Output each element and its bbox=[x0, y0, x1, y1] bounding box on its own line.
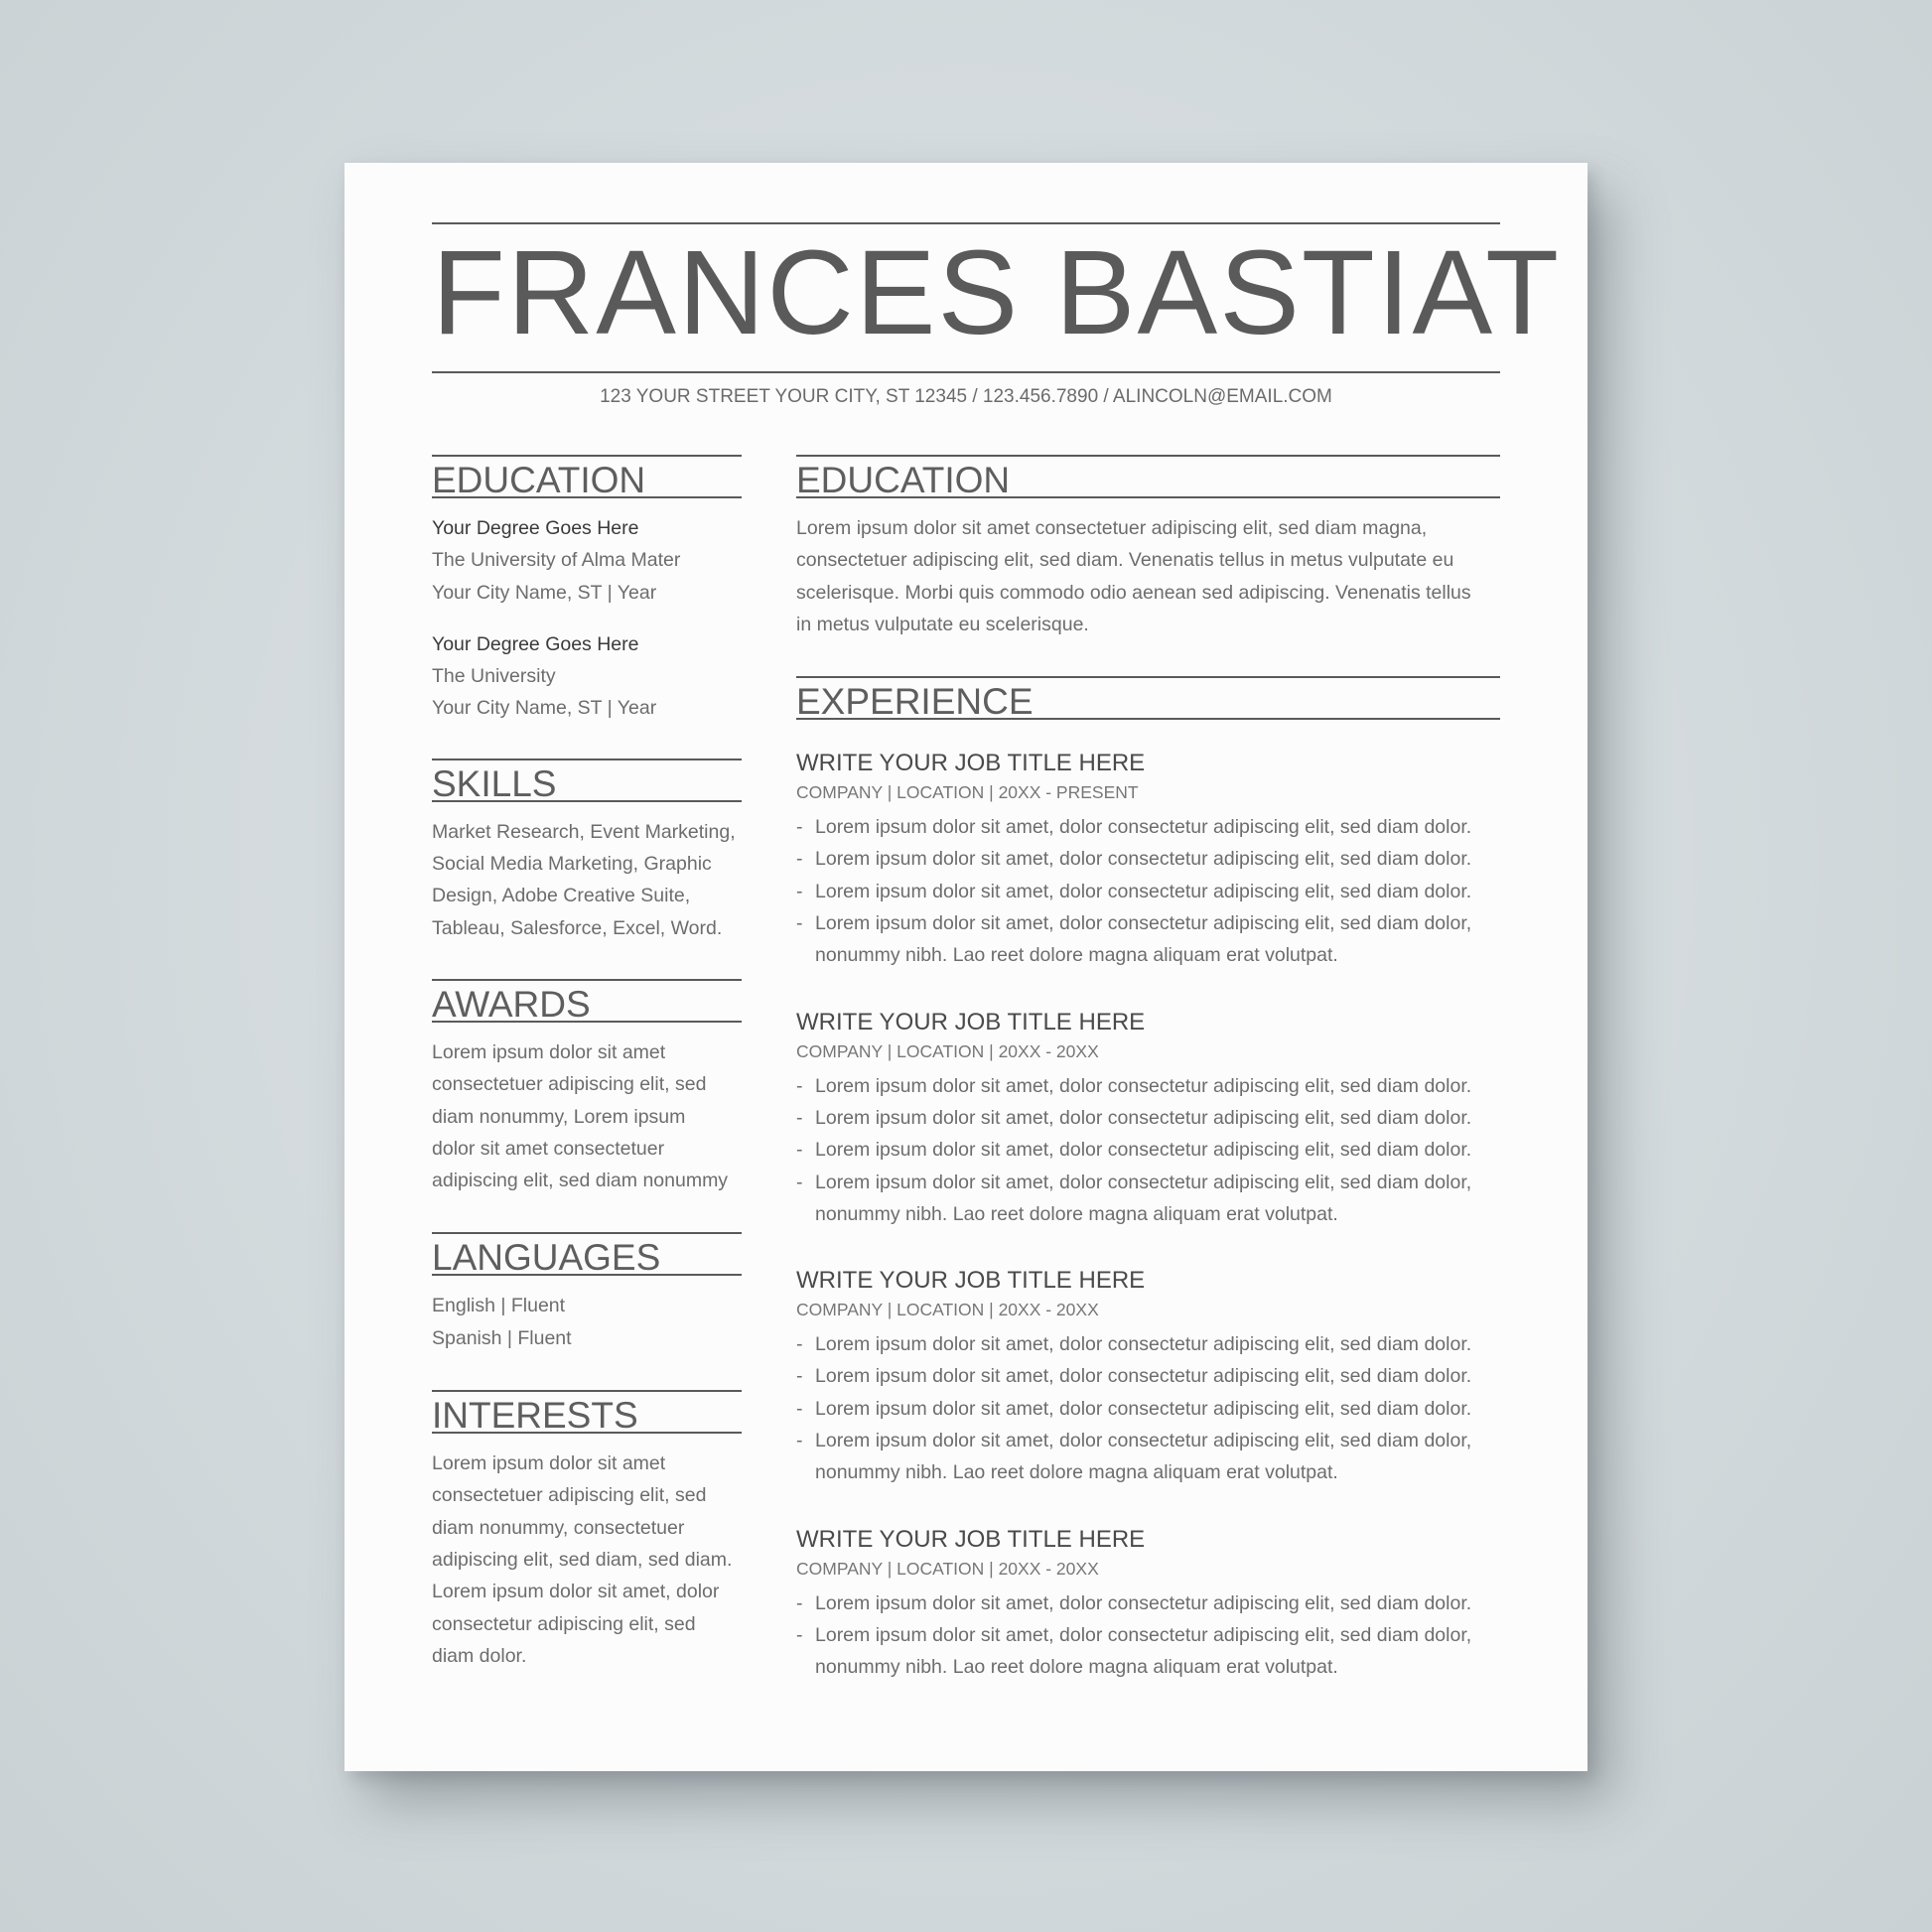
bullet-line: - Lorem ipsum dolor sit amet, dolor consectetur adipiscing elit, sed diam dolor, bbox=[815, 1171, 1472, 1193]
text-line: Lorem ipsum dolor sit amet, dolor bbox=[432, 1581, 720, 1603]
text-line: Market Research, Event Marketing, bbox=[432, 820, 736, 843]
school-place: Your City Name, ST | Year bbox=[432, 581, 657, 604]
job-entry bbox=[796, 748, 1500, 971]
bullet-line: - Lorem ipsum dolor sit amet, dolor consectetur adipiscing elit, sed diam dolor. bbox=[815, 816, 1472, 839]
bullet-line: - Lorem ipsum dolor sit amet, dolor consectetur adipiscing elit, sed diam dolor, bbox=[815, 1623, 1472, 1646]
job-bullets bbox=[796, 1328, 1500, 1488]
job-bullets bbox=[796, 1587, 1500, 1684]
languages-text bbox=[432, 1290, 742, 1354]
bullet-line: nonummy nibh. Lao reet dolore magna aliquam erat volutpat. bbox=[815, 1656, 1338, 1679]
text-line: Spanish | Fluent bbox=[432, 1326, 572, 1349]
skills-text bbox=[432, 816, 742, 944]
bullet-line: - Lorem ipsum dolor sit amet, dolor consectetur adipiscing elit, sed diam dolor. bbox=[815, 1106, 1472, 1129]
school-place: Your City Name, ST | Year bbox=[432, 697, 657, 720]
section-heading: EDUCATION bbox=[796, 455, 1500, 498]
job-entry bbox=[796, 1007, 1500, 1230]
text-line: consectetuer adipiscing elit, sed diam. Venenatis tellus in metus vulputate eu bbox=[796, 549, 1454, 572]
resume-page bbox=[345, 163, 1587, 1771]
text-line: in metus vulputate eu scelerisque. bbox=[796, 613, 1089, 635]
text-line: consectetuer adipiscing elit, sed bbox=[432, 1073, 707, 1096]
bullet-item bbox=[796, 811, 1500, 843]
awards-text bbox=[432, 1036, 742, 1196]
bullet-item bbox=[796, 1070, 1500, 1102]
text-line: dolor sit amet consectetuer bbox=[432, 1137, 665, 1160]
bullet-item bbox=[796, 843, 1500, 875]
bullet-line: - Lorem ipsum dolor sit amet, dolor consectetur adipiscing elit, sed diam dolor. bbox=[815, 1365, 1472, 1388]
job-meta: COMPANY | LOCATION | 20XX - 20XX bbox=[796, 1040, 1099, 1061]
bullet-item bbox=[796, 1328, 1500, 1360]
interests-text bbox=[432, 1448, 742, 1672]
contact-line: 123 YOUR STREET YOUR CITY, ST 12345 / 123.456.7890 / ALINCOLN@EMAIL.COM bbox=[600, 386, 1332, 407]
skills-section bbox=[432, 759, 742, 944]
bullet-item bbox=[796, 876, 1500, 907]
bullet-line: - Lorem ipsum dolor sit amet, dolor consectetur adipiscing elit, sed diam dolor. bbox=[815, 1139, 1472, 1162]
text-line: scelerisque. Morbi quis commodo odio aenean sed adipiscing. Venenatis tellus bbox=[796, 581, 1471, 604]
bullet-line: - Lorem ipsum dolor sit amet, dolor consectetur adipiscing elit, sed diam dolor. bbox=[815, 1397, 1472, 1420]
bullet-line: - Lorem ipsum dolor sit amet, dolor consectetur adipiscing elit, sed diam dolor. bbox=[815, 848, 1472, 871]
section-heading: EDUCATION bbox=[432, 455, 742, 498]
left-column bbox=[432, 455, 742, 1672]
degree: Your Degree Goes Here bbox=[432, 632, 639, 655]
text-line: Social Media Marketing, Graphic bbox=[432, 853, 712, 876]
text-line: adipiscing elit, sed diam, sed diam. bbox=[432, 1548, 733, 1571]
bullet-item bbox=[796, 1425, 1500, 1489]
bullet-line: - Lorem ipsum dolor sit amet, dolor consectetur adipiscing elit, sed diam dolor. bbox=[815, 1074, 1472, 1097]
job-title: WRITE YOUR JOB TITLE HERE bbox=[796, 750, 1146, 777]
bullet-item bbox=[796, 1619, 1500, 1684]
section-heading: INTERESTS bbox=[432, 1390, 742, 1434]
job-entry bbox=[796, 1524, 1500, 1684]
school: The University bbox=[432, 665, 556, 688]
job-entry bbox=[796, 1265, 1500, 1488]
name-bottom-rule bbox=[432, 371, 1500, 373]
text-line: Lorem ipsum dolor sit amet bbox=[432, 1040, 666, 1063]
interests-section bbox=[432, 1390, 742, 1672]
bullet-line: nonummy nibh. Lao reet dolore magna aliquam erat volutpat. bbox=[815, 944, 1338, 967]
bullet-item bbox=[796, 1360, 1500, 1392]
job-list bbox=[796, 748, 1500, 1683]
education-summary bbox=[796, 512, 1500, 640]
bullet-line: - Lorem ipsum dolor sit amet, dolor consectetur adipiscing elit, sed diam dolor. bbox=[815, 1333, 1472, 1356]
degree: Your Degree Goes Here bbox=[432, 517, 639, 539]
text-line: consectetur adipiscing elit, sed bbox=[432, 1612, 696, 1635]
job-bullets bbox=[796, 811, 1500, 971]
bullet-item bbox=[796, 1587, 1500, 1619]
job-meta: COMPANY | LOCATION | 20XX - 20XX bbox=[796, 1300, 1099, 1320]
bullet-line: nonummy nibh. Lao reet dolore magna aliquam erat volutpat. bbox=[815, 1202, 1338, 1225]
text-line: diam nonummy, Lorem ipsum bbox=[432, 1105, 686, 1128]
text-line: Lorem ipsum dolor sit amet consectetuer adipiscing elit, sed diam magna, bbox=[796, 517, 1428, 539]
job-title: WRITE YOUR JOB TITLE HERE bbox=[796, 1525, 1146, 1553]
section-heading: LANGUAGES bbox=[432, 1232, 742, 1276]
education-entries bbox=[432, 512, 742, 725]
right-column bbox=[796, 455, 1500, 1684]
bullet-line: - Lorem ipsum dolor sit amet, dolor consectetur adipiscing elit, sed diam dolor. bbox=[815, 880, 1472, 902]
job-meta: COMPANY | LOCATION | 20XX - PRESENT bbox=[796, 782, 1139, 803]
job-meta: COMPANY | LOCATION | 20XX - 20XX bbox=[796, 1558, 1099, 1579]
section-heading: EXPERIENCE bbox=[796, 676, 1500, 720]
text-line: Tableau, Salesforce, Excel, Word. bbox=[432, 916, 723, 939]
school: The University of Alma Mater bbox=[432, 549, 681, 572]
text-line: diam dolor. bbox=[432, 1644, 527, 1667]
bullet-line: nonummy nibh. Lao reet dolore magna aliquam erat volutpat. bbox=[815, 1461, 1338, 1484]
text-line: consectetuer adipiscing elit, sed bbox=[432, 1484, 707, 1507]
job-bullets bbox=[796, 1070, 1500, 1230]
section-heading: SKILLS bbox=[432, 759, 742, 802]
education-section-right bbox=[796, 455, 1500, 640]
bullet-line: - Lorem ipsum dolor sit amet, dolor consectetur adipiscing elit, sed diam dolor, bbox=[815, 912, 1472, 935]
experience-section bbox=[796, 676, 1500, 1683]
bullet-line: - Lorem ipsum dolor sit amet, dolor consectetur adipiscing elit, sed diam dolor, bbox=[815, 1430, 1472, 1452]
bullet-item bbox=[796, 1393, 1500, 1425]
bullet-item bbox=[796, 1102, 1500, 1134]
education-section-left bbox=[432, 455, 742, 725]
bullet-item bbox=[796, 907, 1500, 972]
awards-section bbox=[432, 979, 742, 1196]
bullet-item bbox=[796, 1167, 1500, 1231]
languages-section bbox=[432, 1232, 742, 1354]
bullet-item bbox=[796, 1134, 1500, 1166]
education-entry bbox=[432, 628, 742, 725]
text-line: diam nonummy, consectetuer bbox=[432, 1516, 685, 1539]
text-line: Design, Adobe Creative Suite, bbox=[432, 885, 691, 907]
job-title: WRITE YOUR JOB TITLE HERE bbox=[796, 1008, 1146, 1035]
job-title: WRITE YOUR JOB TITLE HERE bbox=[796, 1267, 1146, 1295]
candidate-name: FRANCES BASTIAT bbox=[432, 224, 1562, 359]
bullet-line: - Lorem ipsum dolor sit amet, dolor consectetur adipiscing elit, sed diam dolor. bbox=[815, 1591, 1472, 1614]
text-line: Lorem ipsum dolor sit amet bbox=[432, 1452, 666, 1475]
text-line: adipiscing elit, sed diam nonummy bbox=[432, 1170, 729, 1192]
text-line: English | Fluent bbox=[432, 1295, 566, 1317]
education-entry bbox=[432, 512, 742, 609]
section-heading: AWARDS bbox=[432, 979, 742, 1023]
